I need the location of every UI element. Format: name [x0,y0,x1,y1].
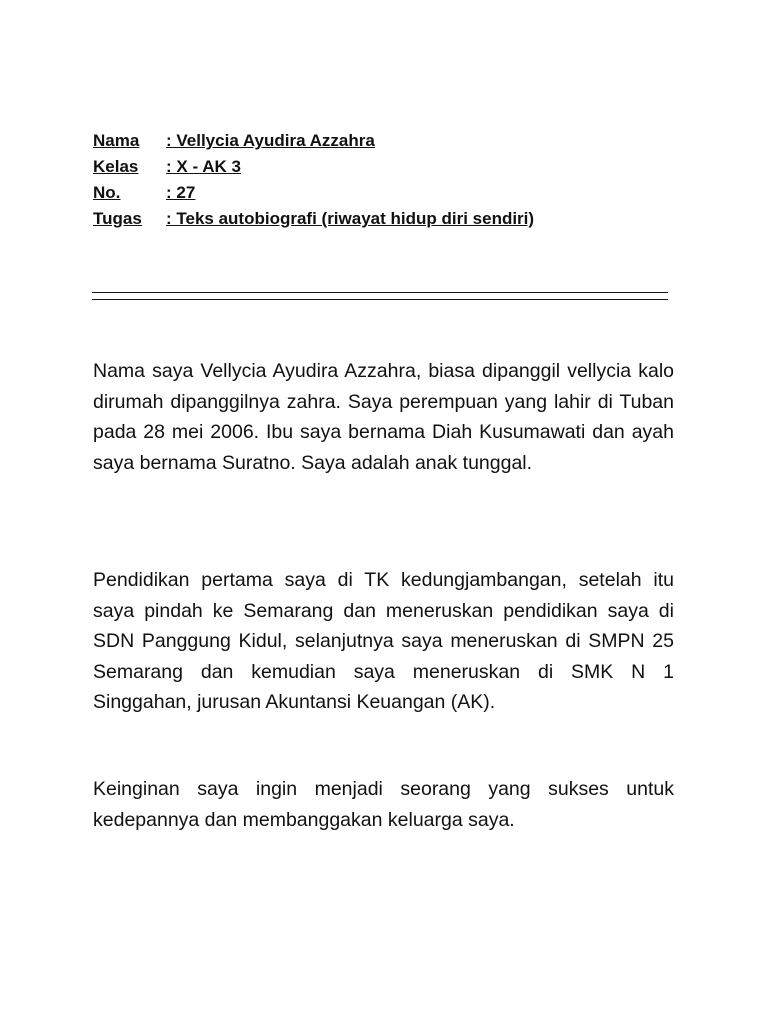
header-value-tugas: : Teks autobiografi (riwayat hidup diri sendiri) [166,209,535,228]
header-row-no [93,180,534,206]
header-key-no: No. [93,183,121,202]
document-header [93,128,534,232]
header-key-tugas: Tugas [93,209,142,228]
paragraph-keinginan: Keinginan saya ingin menjadi seorang yang sukses untuk kedepannya dan membanggakan keluarga saya. [93,778,674,831]
header-row-kelas [93,154,534,180]
header-row-nama [93,128,534,154]
divider-line-top [92,292,668,293]
header-value-nama: : Vellycia Ayudira Azzahra [166,131,375,150]
paragraph-biodata: Nama saya Vellycia Ayudira Azzahra, biasa dipanggil vellycia kalo dirumah dipanggilnya zahra. Saya perempuan yang lahir di Tuban pada 28 mei 2006. Ibu saya bernama Diah Kusumawati dan ayah saya bernama Suratno. Saya adalah anak tunggal. [93,360,674,474]
header-value-kelas: : X - AK 3 [166,157,241,176]
divider-line-bottom [92,299,668,300]
header-row-tugas [93,206,534,232]
header-key-kelas: Kelas [93,157,139,176]
paragraph-pendidikan: Pendidikan pertama saya di TK kedungjambangan, setelah itu saya pindah ke Semarang dan meneruskan pendidikan saya di SDN Panggung Kidul, selanjutnya saya meneruskan di SMPN 25 Semarang dan kemudian saya meneruskan di SMK N 1 Singgahan, jurusan Akuntansi Keuangan (AK). [93,569,674,713]
header-value-no: : 27 [166,183,196,202]
header-key-nama: Nama [93,131,140,150]
